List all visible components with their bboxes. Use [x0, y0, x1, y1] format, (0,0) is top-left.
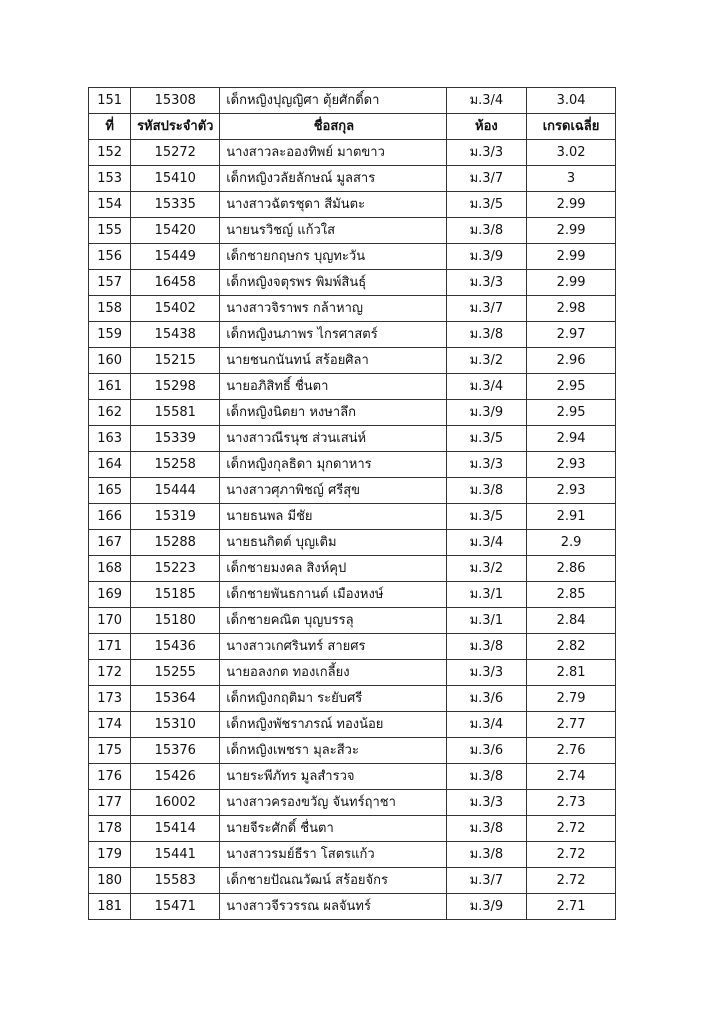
cell-no: 174 — [89, 712, 131, 738]
cell-name: นางสาวครองขวัญ จันทร์ฤาชา — [220, 790, 446, 816]
table-row — [89, 348, 616, 374]
cell-no: 153 — [89, 166, 131, 192]
cell-room: ม.3/5 — [446, 504, 526, 530]
cell-gpa: 2.99 — [527, 270, 616, 296]
cell-no: 154 — [89, 192, 131, 218]
cell-name: นางสาวศุภาพิชญ์ ศรีสุข — [220, 478, 446, 504]
cell-student-id: 16458 — [131, 270, 220, 296]
cell-student-id: 15376 — [131, 738, 220, 764]
cell-room: ม.3/8 — [446, 842, 526, 868]
cell-gpa: 2.74 — [527, 764, 616, 790]
table-row — [89, 608, 616, 634]
cell-student-id: 16002 — [131, 790, 220, 816]
cell-no: 167 — [89, 530, 131, 556]
cell-name: เด็กชายคณิต บุญบรรลุ — [220, 608, 446, 634]
cell-gpa: 2.85 — [527, 582, 616, 608]
cell-room: ม.3/8 — [446, 218, 526, 244]
table-row — [89, 634, 616, 660]
table-row — [89, 530, 616, 556]
cell-room: ม.3/5 — [446, 192, 526, 218]
cell-gpa: 2.99 — [527, 192, 616, 218]
table-row — [89, 192, 616, 218]
cell-no: 159 — [89, 322, 131, 348]
cell-no: 179 — [89, 842, 131, 868]
cell-student-id: 15436 — [131, 634, 220, 660]
cell-gpa: 2.99 — [527, 244, 616, 270]
cell-room: ม.3/2 — [446, 348, 526, 374]
cell-name: เด็กหญิงกฤติมา ระยับศรี — [220, 686, 446, 712]
cell-gpa: 2.99 — [527, 218, 616, 244]
table-row — [89, 868, 616, 894]
cell-room: ม.3/8 — [446, 816, 526, 842]
cell-student-id: 15420 — [131, 218, 220, 244]
cell-room: ม.3/8 — [446, 322, 526, 348]
cell-no: 156 — [89, 244, 131, 270]
table-row — [89, 660, 616, 686]
cell-student-id: 15438 — [131, 322, 220, 348]
cell-student-id: 15426 — [131, 764, 220, 790]
cell-room: ม.3/3 — [446, 660, 526, 686]
cell-no: 151 — [89, 88, 131, 114]
cell-name: นายชนกนันทน์ สร้อยศิลา — [220, 348, 446, 374]
cell-room: ม.3/9 — [446, 894, 526, 920]
cell-name: เด็กชายพันธกานต์ เมืองหงษ์ — [220, 582, 446, 608]
cell-student-id: 15444 — [131, 478, 220, 504]
cell-name: นายอภิสิทธิ์ ชื่นตา — [220, 374, 446, 400]
cell-no: 173 — [89, 686, 131, 712]
cell-room: ม.3/7 — [446, 868, 526, 894]
cell-room: ม.3/1 — [446, 582, 526, 608]
table-row — [89, 88, 616, 114]
cell-gpa: 3.04 — [527, 88, 616, 114]
header-no: ที่ — [89, 114, 131, 140]
cell-student-id: 15414 — [131, 816, 220, 842]
cell-no: 162 — [89, 400, 131, 426]
cell-name: เด็กชายกฤษกร บุญทะวัน — [220, 244, 446, 270]
cell-room: ม.3/4 — [446, 374, 526, 400]
cell-name: เด็กหญิงปุญญิศา ตุ้ยศักดิ์ดา — [220, 88, 446, 114]
table-body — [89, 88, 616, 920]
cell-no: 181 — [89, 894, 131, 920]
cell-no: 164 — [89, 452, 131, 478]
cell-student-id: 15449 — [131, 244, 220, 270]
cell-name: เด็กชายมงคล สิงห์คุป — [220, 556, 446, 582]
cell-student-id: 15583 — [131, 868, 220, 894]
cell-gpa: 2.77 — [527, 712, 616, 738]
table-row — [89, 478, 616, 504]
student-grade-table — [88, 87, 616, 920]
cell-gpa: 2.94 — [527, 426, 616, 452]
cell-gpa: 2.86 — [527, 556, 616, 582]
cell-gpa: 3 — [527, 166, 616, 192]
cell-name: เด็กหญิงเพชรา มุละสีวะ — [220, 738, 446, 764]
cell-gpa: 2.93 — [527, 452, 616, 478]
cell-gpa: 2.96 — [527, 348, 616, 374]
header-room: ห้อง — [446, 114, 526, 140]
cell-gpa: 2.76 — [527, 738, 616, 764]
cell-student-id: 15471 — [131, 894, 220, 920]
cell-student-id: 15319 — [131, 504, 220, 530]
cell-student-id: 15255 — [131, 660, 220, 686]
cell-gpa: 2.95 — [527, 400, 616, 426]
header-student-id: รหัสประจำตัว — [131, 114, 220, 140]
cell-name: เด็กชายปัณณวัฒน์ สร้อยจักร — [220, 868, 446, 894]
table-row — [89, 322, 616, 348]
cell-name: เด็กหญิงนิตยา หงษาลึก — [220, 400, 446, 426]
cell-name: นายธนกิตต์ บุญเติม — [220, 530, 446, 556]
cell-no: 178 — [89, 816, 131, 842]
cell-name: เด็กหญิงจตุรพร พิมพ์สินธุ์ — [220, 270, 446, 296]
cell-no: 175 — [89, 738, 131, 764]
cell-name: นายนรวิชญ์ แก้วใส — [220, 218, 446, 244]
table-row — [89, 842, 616, 868]
cell-student-id: 15298 — [131, 374, 220, 400]
cell-name: นางสาวรมย์ธีรา โสตรแก้ว — [220, 842, 446, 868]
cell-student-id: 15402 — [131, 296, 220, 322]
table-row — [89, 166, 616, 192]
cell-name: นางสาวฉัตรชุดา สีมันตะ — [220, 192, 446, 218]
cell-name: นายธนพล มีชัย — [220, 504, 446, 530]
cell-room: ม.3/8 — [446, 478, 526, 504]
cell-name: นางสาวเกศรินทร์ สายศร — [220, 634, 446, 660]
cell-room: ม.3/8 — [446, 634, 526, 660]
table-row — [89, 504, 616, 530]
cell-room: ม.3/4 — [446, 712, 526, 738]
cell-name: เด็กหญิงวลัยลักษณ์ มูลสาร — [220, 166, 446, 192]
table-row — [89, 374, 616, 400]
cell-gpa: 2.9 — [527, 530, 616, 556]
cell-gpa: 2.79 — [527, 686, 616, 712]
cell-gpa: 3.02 — [527, 140, 616, 166]
table-row — [89, 400, 616, 426]
table-row — [89, 244, 616, 270]
cell-name: นางสาวณีรนุช ส่วนเสน่ห์ — [220, 426, 446, 452]
table-row — [89, 764, 616, 790]
cell-student-id: 15335 — [131, 192, 220, 218]
cell-gpa: 2.91 — [527, 504, 616, 530]
cell-room: ม.3/9 — [446, 400, 526, 426]
cell-name: เด็กหญิงนภาพร ไกรศาสตร์ — [220, 322, 446, 348]
table-row — [89, 582, 616, 608]
cell-no: 163 — [89, 426, 131, 452]
table-row — [89, 270, 616, 296]
cell-no: 171 — [89, 634, 131, 660]
cell-student-id: 15223 — [131, 556, 220, 582]
cell-student-id: 15308 — [131, 88, 220, 114]
cell-gpa: 2.98 — [527, 296, 616, 322]
cell-no: 160 — [89, 348, 131, 374]
cell-room: ม.3/1 — [446, 608, 526, 634]
cell-no: 169 — [89, 582, 131, 608]
cell-room: ม.3/3 — [446, 140, 526, 166]
table-row — [89, 426, 616, 452]
cell-gpa: 2.72 — [527, 868, 616, 894]
cell-gpa: 2.82 — [527, 634, 616, 660]
cell-room: ม.3/5 — [446, 426, 526, 452]
cell-room: ม.3/3 — [446, 270, 526, 296]
cell-no: 155 — [89, 218, 131, 244]
table-header-row — [89, 114, 616, 140]
cell-room: ม.3/6 — [446, 738, 526, 764]
cell-gpa: 2.71 — [527, 894, 616, 920]
cell-gpa: 2.81 — [527, 660, 616, 686]
cell-room: ม.3/4 — [446, 530, 526, 556]
cell-no: 165 — [89, 478, 131, 504]
cell-student-id: 15180 — [131, 608, 220, 634]
cell-student-id: 15441 — [131, 842, 220, 868]
cell-student-id: 15185 — [131, 582, 220, 608]
cell-room: ม.3/6 — [446, 686, 526, 712]
cell-no: 168 — [89, 556, 131, 582]
cell-student-id: 15339 — [131, 426, 220, 452]
cell-name: เด็กหญิงกุลธิดา มุกดาหาร — [220, 452, 446, 478]
cell-student-id: 15364 — [131, 686, 220, 712]
cell-name: นายระพีภัทร มูลสำรวจ — [220, 764, 446, 790]
cell-gpa: 2.95 — [527, 374, 616, 400]
cell-room: ม.3/9 — [446, 244, 526, 270]
cell-name: นางสาวจีรวรรณ ผลจันทร์ — [220, 894, 446, 920]
cell-gpa: 2.84 — [527, 608, 616, 634]
cell-no: 158 — [89, 296, 131, 322]
cell-gpa: 2.73 — [527, 790, 616, 816]
cell-student-id: 15310 — [131, 712, 220, 738]
cell-name: นายจีระศักดิ์ ชื่นตา — [220, 816, 446, 842]
cell-no: 161 — [89, 374, 131, 400]
cell-student-id: 15272 — [131, 140, 220, 166]
cell-room: ม.3/7 — [446, 296, 526, 322]
cell-room: ม.3/7 — [446, 166, 526, 192]
cell-name: นางสาวจิราพร กล้าหาญ — [220, 296, 446, 322]
cell-no: 177 — [89, 790, 131, 816]
cell-student-id: 15581 — [131, 400, 220, 426]
table-row — [89, 790, 616, 816]
table-row — [89, 738, 616, 764]
cell-no: 170 — [89, 608, 131, 634]
cell-no: 152 — [89, 140, 131, 166]
cell-name: นายอลงกต ทองเกลี้ยง — [220, 660, 446, 686]
cell-gpa: 2.72 — [527, 816, 616, 842]
cell-gpa: 2.97 — [527, 322, 616, 348]
cell-gpa: 2.72 — [527, 842, 616, 868]
cell-student-id: 15288 — [131, 530, 220, 556]
cell-no: 157 — [89, 270, 131, 296]
cell-gpa: 2.93 — [527, 478, 616, 504]
cell-room: ม.3/8 — [446, 764, 526, 790]
cell-room: ม.3/2 — [446, 556, 526, 582]
header-gpa: เกรดเฉลี่ย — [527, 114, 616, 140]
cell-room: ม.3/4 — [446, 88, 526, 114]
cell-name: เด็กหญิงพัชราภรณ์ ทองน้อย — [220, 712, 446, 738]
table-row — [89, 712, 616, 738]
table-row — [89, 686, 616, 712]
cell-student-id: 15258 — [131, 452, 220, 478]
cell-name: นางสาวละอองทิพย์ มาตขาว — [220, 140, 446, 166]
table-row — [89, 816, 616, 842]
cell-student-id: 15410 — [131, 166, 220, 192]
table-row — [89, 296, 616, 322]
cell-no: 166 — [89, 504, 131, 530]
table-row — [89, 218, 616, 244]
cell-no: 176 — [89, 764, 131, 790]
cell-room: ม.3/3 — [446, 452, 526, 478]
table-row — [89, 556, 616, 582]
table-row — [89, 452, 616, 478]
table-row — [89, 140, 616, 166]
cell-no: 172 — [89, 660, 131, 686]
header-name: ชื่อสกุล — [220, 114, 446, 140]
cell-student-id: 15215 — [131, 348, 220, 374]
table-row — [89, 894, 616, 920]
cell-no: 180 — [89, 868, 131, 894]
cell-room: ม.3/3 — [446, 790, 526, 816]
